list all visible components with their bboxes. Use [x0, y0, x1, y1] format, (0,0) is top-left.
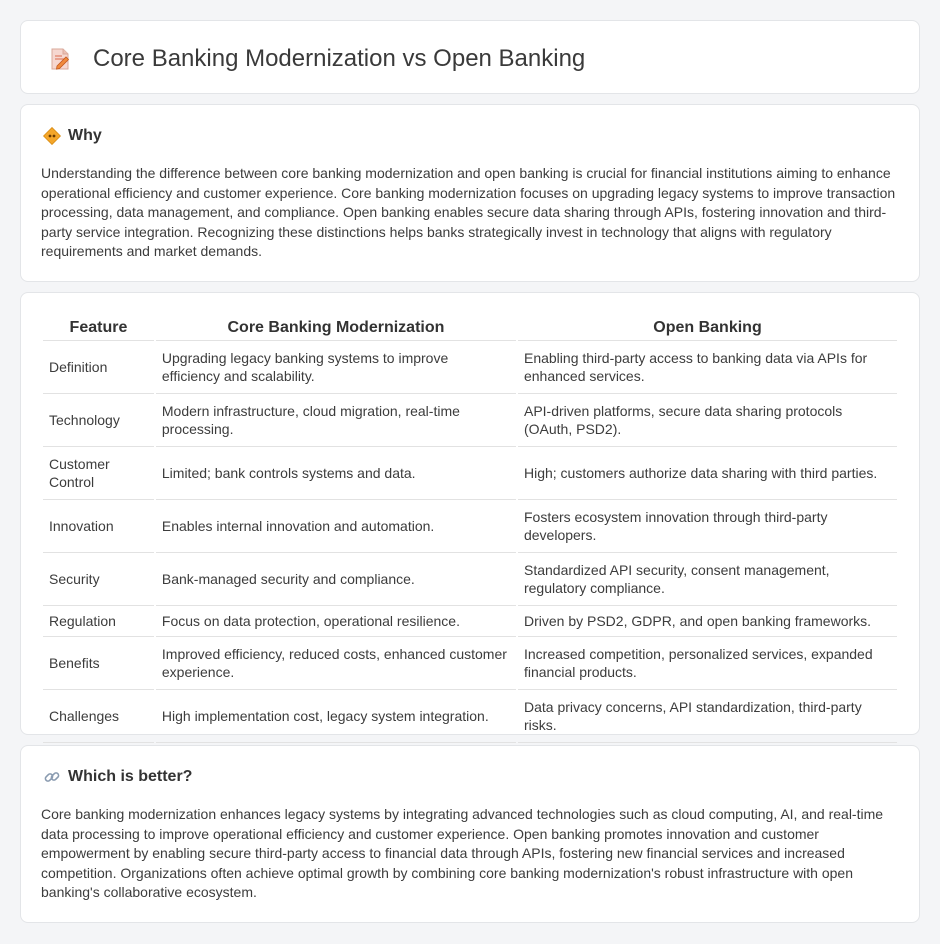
core-cell: Enables internal innovation and automation. [156, 500, 516, 553]
table-row [43, 690, 897, 743]
core-cell: Limited; bank controls systems and data. [156, 447, 516, 500]
feature-cell: Regulation [43, 606, 154, 637]
table-row [43, 606, 897, 637]
comparison-card [20, 292, 920, 735]
header-open-banking: Open Banking [518, 315, 897, 341]
which-better-body: Core banking modernization enhances legacy systems by integrating advanced technologies such as cloud computing, AI, and real-time data processing to improve operational efficiency and customer experience. Open banking promotes innovation and customer empowerment by enabling secure third-party access to financial data through APIs, fostering new financial services and increased competition. Organizations often achieve optimal growth by combining core banking modernization's robust infrastructure with open banking's collaborative ecosystem. [41, 806, 884, 901]
table-row [43, 500, 897, 553]
table-row [43, 553, 897, 606]
open-cell: Fosters ecosystem innovation through third-party developers. [518, 500, 897, 553]
diamond-warning-icon [43, 127, 61, 145]
feature-cell: Challenges [43, 690, 154, 743]
why-body: Understanding the difference between core banking modernization and open banking is crucial for financial institutions aiming to enhance operational efficiency and customer experience. Core banking modernization focuses on upgrading legacy systems to improve transaction processing, data management, and compliance. Open banking enables secure data sharing through APIs, fostering innovation and third-party service integration. Recognizing these distinctions helps banks strategically invest in technology that aligns with regulatory requirements and market demands. [41, 165, 896, 260]
open-cell: High; customers authorize data sharing with third parties. [518, 447, 897, 500]
why-section [20, 104, 920, 282]
open-cell: Data privacy concerns, API standardization, third-party risks. [518, 690, 897, 743]
open-cell: Enabling third-party access to banking data via APIs for enhanced services. [518, 341, 897, 394]
core-cell: Upgrading legacy banking systems to improve efficiency and scalability. [156, 341, 516, 394]
open-cell: Driven by PSD2, GDPR, and open banking frameworks. [518, 606, 897, 637]
table-row [43, 341, 897, 394]
document-pencil-icon [47, 46, 73, 72]
header-feature: Feature [43, 315, 154, 341]
comparison-table [41, 315, 899, 743]
open-cell: Increased competition, personalized services, expanded financial products. [518, 637, 897, 690]
feature-cell: Customer Control [43, 447, 154, 500]
table-row [43, 637, 897, 690]
link-icon [43, 768, 61, 786]
title-card [20, 20, 920, 94]
open-cell: API-driven platforms, secure data sharing protocols (OAuth, PSD2). [518, 394, 897, 447]
core-cell: Modern infrastructure, cloud migration, real-time processing. [156, 394, 516, 447]
table-row [43, 394, 897, 447]
core-cell: Improved efficiency, reduced costs, enhanced customer experience. [156, 637, 516, 690]
page-title: Core Banking Modernization vs Open Banking [93, 45, 586, 72]
header-core-banking: Core Banking Modernization [156, 315, 516, 341]
table-header-row [43, 315, 897, 341]
core-cell: High implementation cost, legacy system integration. [156, 690, 516, 743]
feature-cell: Innovation [43, 500, 154, 553]
feature-cell: Benefits [43, 637, 154, 690]
core-cell: Bank-managed security and compliance. [156, 553, 516, 606]
table-row [43, 447, 897, 500]
core-cell: Focus on data protection, operational resilience. [156, 606, 516, 637]
feature-cell: Security [43, 553, 154, 606]
feature-cell: Technology [43, 394, 154, 447]
feature-cell: Definition [43, 341, 154, 394]
which-better-section [20, 745, 920, 923]
why-heading: Why [68, 127, 102, 144]
open-cell: Standardized API security, consent management, regulatory compliance. [518, 553, 897, 606]
which-better-heading: Which is better? [68, 768, 193, 785]
